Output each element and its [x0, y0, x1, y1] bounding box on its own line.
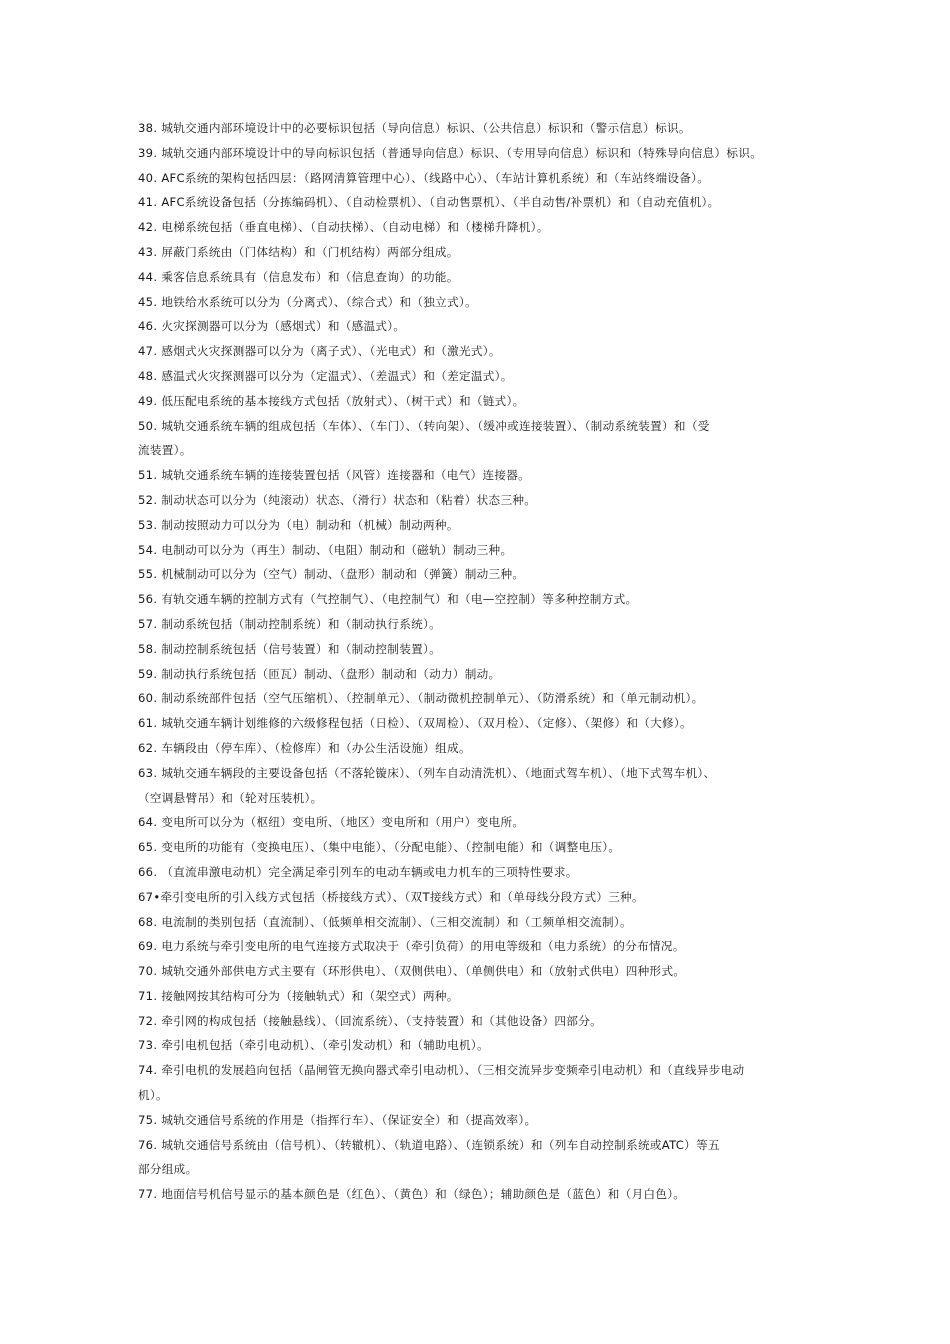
text-line: 75. 城轨交通信号系统的作用是（指挥行车）、（保证安全）和（提高效率）。	[138, 1112, 537, 1127]
text-line: 47. 感烟式火灾探测器可以分为（离子式）、（光电式）和（激光式）。	[138, 344, 501, 359]
text-line: 38. 城轨交通内部环境设计中的必要标识包括（导向信息）标识、（公共信息）标识和（警示信息）标识。	[138, 121, 691, 135]
text-line: 59. 制动执行系统包括（匝瓦）制动、（盘形）制动和（动力）制动。	[138, 666, 501, 681]
text-line: 72. 牵引网的构成包括（接触悬线）、（回流系统）、（支持装置）和（其他设备）四部分。	[138, 1013, 602, 1028]
text-line: 50. 城轨交通系统车辆的组成包括（车体）、（车门）、（转向架）、（缓冲或连接装置）、（制动系统装置）和（受	[138, 418, 710, 433]
text-line: 39. 城轨交通内部环境设计中的导向标识包括（普通导向信息）标识、（专用导向信息）标识和（特殊导向信息）标识。	[138, 145, 763, 160]
text-line: 67•牵引变电所的引入线方式包括（桥接线方式）、（双T接线方式）和（单母线分段方式）三种。	[138, 889, 644, 904]
text-line: 45. 地铁给水系统可以分为（分离式）、（综合式）和（独立式）。	[138, 294, 477, 309]
text-line: 74. 牵引电机的发展趋向包括（晶闸管无换向器式牵引电动机）、（三相交流异步变频牵引电动机）和（直线异步电动	[138, 1063, 745, 1078]
text-line: （空调悬臂吊）和（轮对压装机）。	[138, 790, 323, 805]
text-line: 63. 城轨交通车辆段的主要设备包括（不落轮镟床）、（列车自动清洗机）、（地面式驾车机）、（地下式驾车机）、	[138, 765, 716, 780]
text-line: 61. 城轨交通车辆计划维修的六级修程包括（日检）、（双周检）、（双月检）、（定修）、（架修）和（大修）。	[138, 716, 692, 731]
text-line: 71. 接触网按其结构可分为（接触轨式）和（架空式）两种。	[138, 988, 459, 1003]
text-line: 41. AFC系统设备包括（分拣编码机）、（自动检票机）、（自动售票机）、（半自动售/补票机）和（自动充值机）。	[138, 195, 720, 210]
text-line: 机）。	[138, 1088, 168, 1103]
question-list	[138, 116, 828, 1207]
text-line: 73. 牵引电机包括（牵引电动机）、（牵引发动机）和（辅助电机）。	[138, 1038, 489, 1053]
text-line: 44. 乘客信息系统具有（信息发布）和（信息查询）的功能。	[138, 269, 459, 284]
text-line: 57. 制动系统包括（制动控制系统）和（制动执行系统）。	[138, 616, 441, 631]
text-line: 68. 电流制的类别包括（直流制）、（低频单相交流制）、（三相交流制）和（工频单相交流制）。	[138, 914, 632, 929]
text-line: 69. 电力系统与牵引变电所的电气连接方式取决于（牵引负荷）的用电等级和（电力系统）的分布情况。	[138, 939, 685, 954]
text-line: 65. 变电所的功能有（变换电压）、（集中电能）、（分配电能）、（控制电能）和（调整电压）。	[138, 840, 621, 855]
text-line: 42. 电梯系统包括（垂直电梯）、（自动扶梯）、（自动电梯）和（楼梯升降机）。	[138, 220, 549, 235]
text-line: 流装置）。	[138, 443, 192, 458]
text-line: 40. AFC系统的架构包括四层：（路网清算管理中心）、（线路中心）、（车站计算机系统）和（车站终端设备）。	[138, 170, 710, 185]
text-line: 62. 车辆段由（停车库）、（检修库）和（办公生活设施）组成。	[138, 740, 471, 755]
text-line: 77. 地面信号机信号显示的基本颜色是（红色）、（黄色）和（绿色）；辅助颜色是（蓝色）和（月白色）。	[138, 1187, 686, 1202]
text-line: 56. 有轨交通车辆的控制方式有（气控制气）、（电控制气）和（电—空控制）等多种控制方式。	[138, 592, 638, 607]
text-line: 43. 屏蔽门系统由（门体结构）和（门机结构）两部分组成。	[138, 244, 459, 259]
text-line: 76. 城轨交通信号系统由（信号机）、（转辙机）、（轨道电路）、（连锁系统）和（列车自动控制系统或ATC）等五	[138, 1137, 720, 1152]
text-line: 53. 制动按照动力可以分为（电）制动和（机械）制动两种。	[138, 517, 459, 532]
text-line: 58. 制动控制系统包括（信号装置）和（制动控制装置）。	[138, 641, 441, 656]
text-line: 46. 火灾探测器可以分为（感烟式）和（感温式）。	[138, 319, 406, 334]
text-line: 66. （直流串激电动机）完全满足牵引列车的电动车辆或电力机车的三项特性要求。	[138, 864, 578, 879]
text-line: 48. 感温式火灾探测器可以分为（定温式）、（差温式）和（差定温式）。	[138, 368, 513, 383]
text-line: 部分组成。	[138, 1162, 198, 1177]
text-line: 52. 制动状态可以分为（纯滚动）状态、（滑行）状态和（粘着）状态三种。	[138, 492, 537, 507]
text-line: 49. 低压配电系统的基本接线方式包括（放射式）、（树干式）和（链式）。	[138, 393, 525, 408]
text-line: 54. 电制动可以分为（再生）制动、（电阻）制动和（磁轨）制动三种。	[138, 542, 513, 557]
text-line: 64. 变电所可以分为（枢纽）变电所、（地区）变电所和（用户）变电所。	[138, 815, 525, 830]
text-line: 51. 城轨交通系统车辆的连接装置包括（风管）连接器和（电气）连接器。	[138, 468, 531, 483]
text-line: 60. 制动系统部件包括（空气压缩机）、（控制单元）、（制动微机控制单元）、（防滑系统）和（单元制动机）。	[138, 691, 704, 706]
text-line: 55. 机械制动可以分为（空气）制动、（盘形）制动和（弹簧）制动三种。	[138, 567, 525, 582]
text-line: 70. 城轨交通外部供电方式主要有（环形供电）、（双侧供电）、（单侧供电）和（放射式供电）四种形式。	[138, 964, 686, 979]
